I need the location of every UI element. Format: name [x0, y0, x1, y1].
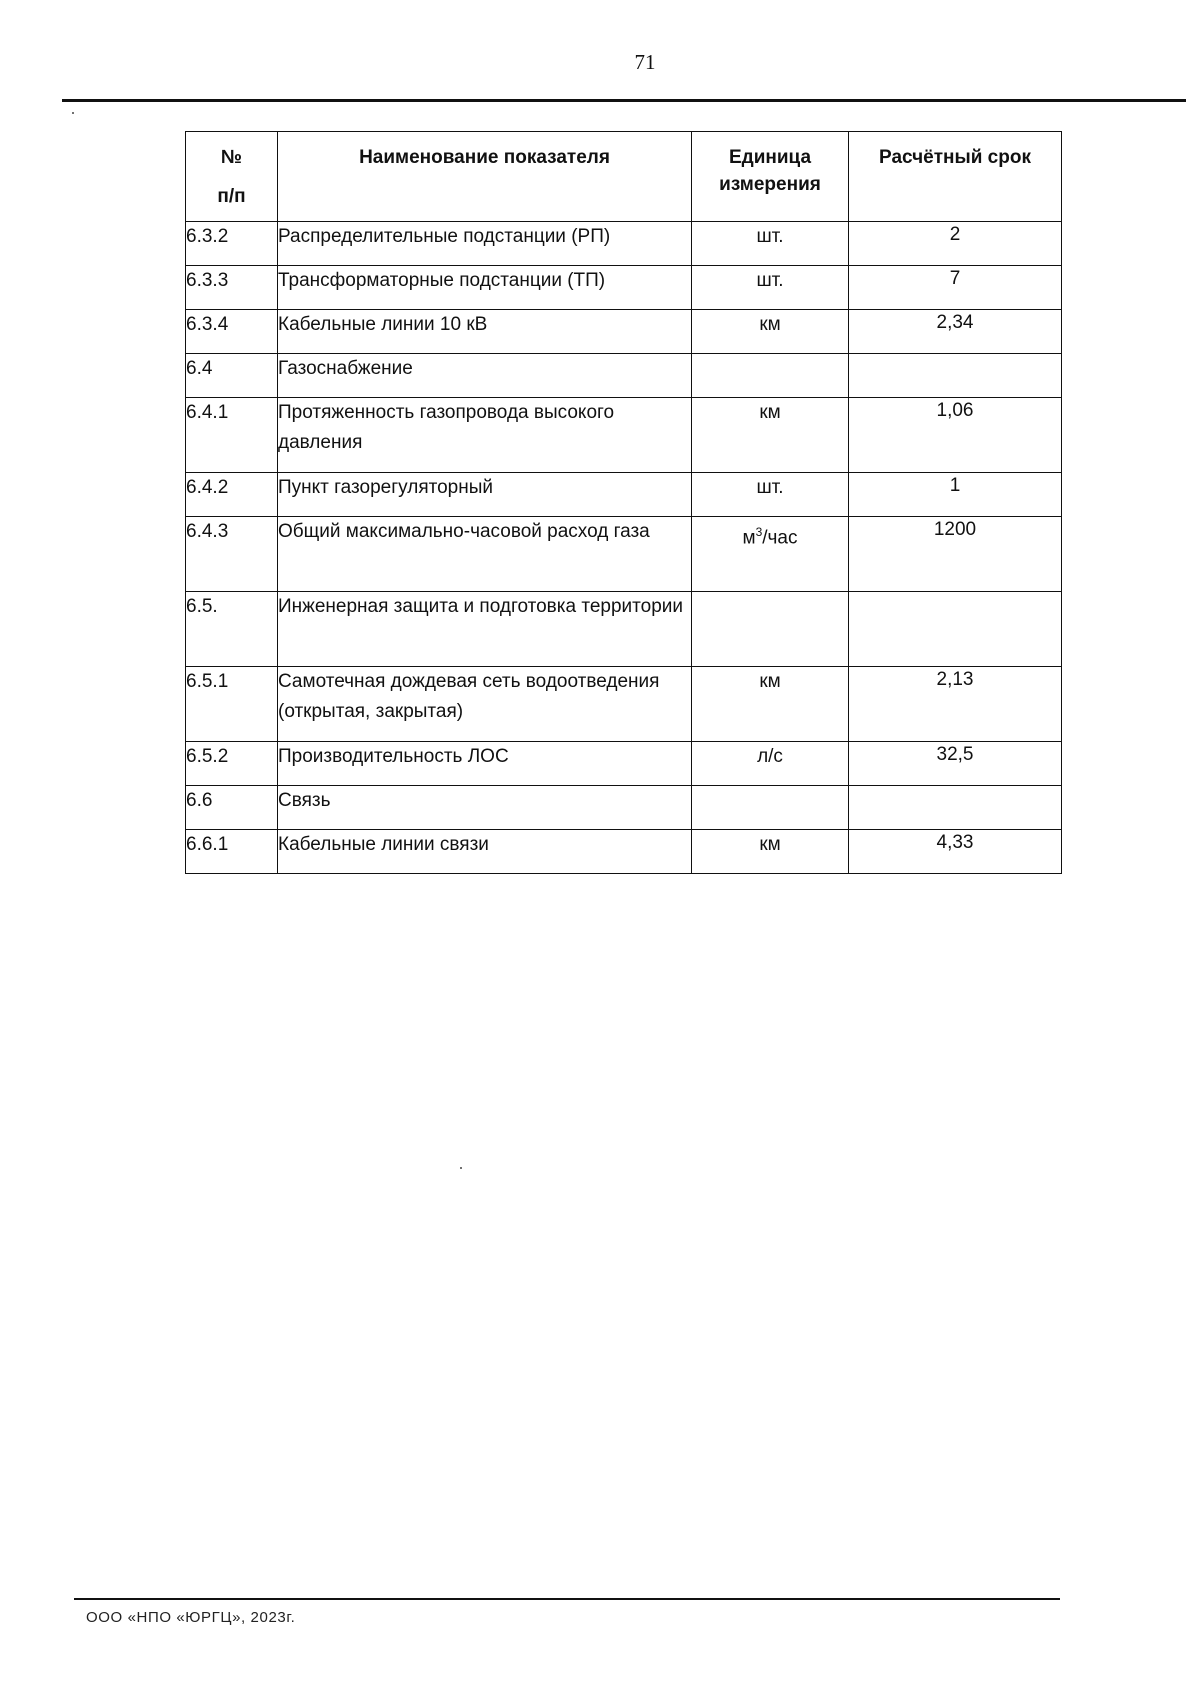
row-value: 32,5 [849, 742, 1062, 786]
row-unit: км [692, 667, 849, 742]
row-num: 6.5.1 [186, 667, 278, 742]
header-rule [62, 99, 1186, 102]
row-unit [692, 517, 849, 592]
row-unit: шт. [692, 222, 849, 266]
table-row-section [186, 592, 1062, 667]
unit-rest: /час [762, 527, 798, 549]
row-num: 6.4.1 [186, 398, 278, 473]
unit-superscript: 3 [755, 525, 763, 539]
row-value: 4,33 [849, 830, 1062, 874]
table-row [186, 310, 1062, 354]
row-num: 6.6 [186, 786, 278, 830]
row-value [849, 354, 1062, 398]
footer-text: ООО «НПО «ЮРГЦ», 2023г. [86, 1609, 296, 1626]
row-value: 2,13 [849, 667, 1062, 742]
row-value: 1,06 [849, 398, 1062, 473]
row-name: Общий максимально-часовой расход газа [278, 517, 692, 592]
table-row [186, 266, 1062, 310]
table-row [186, 830, 1062, 874]
row-num: 6.6.1 [186, 830, 278, 874]
unit-base: м [742, 527, 756, 549]
row-num: 6.4.3 [186, 517, 278, 592]
row-unit [692, 354, 849, 398]
row-value: 2 [849, 222, 1062, 266]
header-num-line2: п/п [217, 186, 246, 207]
row-unit: шт. [692, 266, 849, 310]
table-row [186, 473, 1062, 517]
table-row [186, 222, 1062, 266]
row-name: Связь [278, 786, 692, 830]
header-unit-line2: измерения [719, 174, 821, 195]
row-num: 6.3.4 [186, 310, 278, 354]
header-name: Наименование показателя [278, 132, 692, 222]
row-name: Распределительные подстанции (РП) [278, 222, 692, 266]
header-unit-line1: Единица [728, 147, 812, 168]
row-value [849, 592, 1062, 667]
row-name: Кабельные линии 10 кВ [278, 310, 692, 354]
table-row-section [186, 354, 1062, 398]
header-value: Расчётный срок [849, 132, 1062, 222]
row-name: Самотечная дождевая сеть водоотведения (открытая, закрытая) [278, 667, 692, 742]
row-value: 1200 [849, 517, 1062, 592]
row-value: 7 [849, 266, 1062, 310]
table-header-row [186, 132, 1062, 222]
indicators-table [185, 131, 1062, 874]
row-num: 6.4 [186, 354, 278, 398]
row-unit [692, 592, 849, 667]
row-value [849, 786, 1062, 830]
row-name: Кабельные линии связи [278, 830, 692, 874]
row-unit: км [692, 398, 849, 473]
scan-speck [460, 1167, 462, 1169]
row-name: Производительность ЛОС [278, 742, 692, 786]
table-row [186, 398, 1062, 473]
row-unit: км [692, 310, 849, 354]
row-name: Протяженность газопровода высокого давления [278, 398, 692, 473]
header-num [186, 132, 278, 222]
row-unit [692, 786, 849, 830]
table-row [186, 667, 1062, 742]
row-name: Газоснабжение [278, 354, 692, 398]
row-unit: км [692, 830, 849, 874]
table-row [186, 742, 1062, 786]
row-unit: шт. [692, 473, 849, 517]
row-value: 2,34 [849, 310, 1062, 354]
page-number: 71 [634, 50, 656, 74]
row-num: 6.4.2 [186, 473, 278, 517]
table-row [186, 517, 1062, 592]
row-num: 6.3.2 [186, 222, 278, 266]
row-unit: л/с [692, 742, 849, 786]
row-num: 6.5. [186, 592, 278, 667]
row-name: Трансформаторные подстанции (ТП) [278, 266, 692, 310]
row-name: Инженерная защита и подготовка территории [278, 592, 692, 667]
table-row-section [186, 786, 1062, 830]
header-num-line1: № [220, 147, 243, 168]
header-unit [692, 132, 849, 222]
footer-rule [74, 1598, 1060, 1600]
row-num: 6.5.2 [186, 742, 278, 786]
scan-speck [72, 112, 74, 114]
row-name: Пункт газорегуляторный [278, 473, 692, 517]
row-value: 1 [849, 473, 1062, 517]
row-num: 6.3.3 [186, 266, 278, 310]
